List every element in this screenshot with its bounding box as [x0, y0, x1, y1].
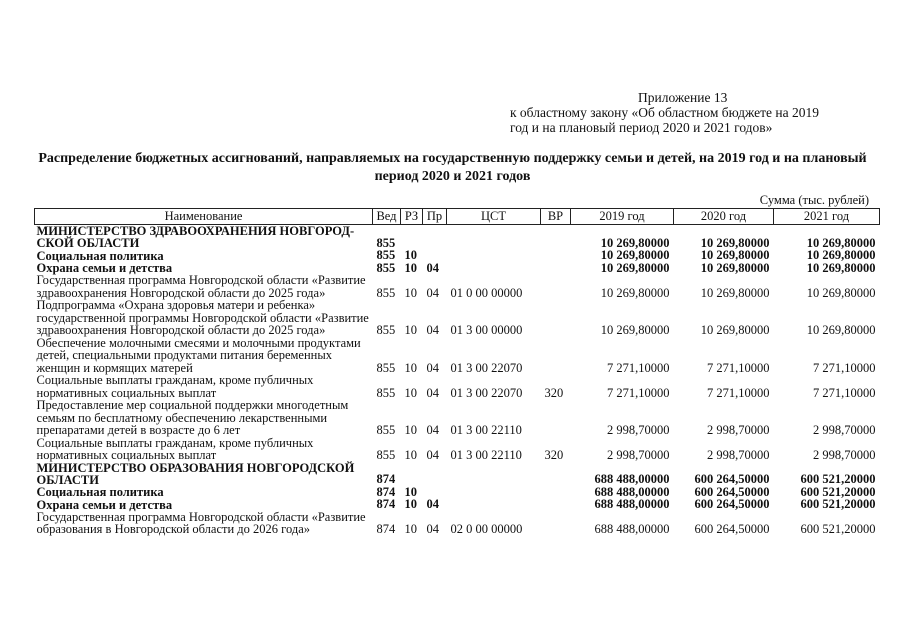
cell-pr: 04 [426, 360, 439, 375]
cell-2020: 7 271,10000 [707, 385, 770, 400]
cell-2020: 600 264,50000 [694, 484, 770, 499]
cell-2019: 688 488,00000 [594, 472, 670, 486]
cell-name: МИНИСТЕРСТВО ОБРАЗОВАНИЯ НОВГОРОДСКОЙ ОБЛАСТИ [36, 460, 355, 487]
cell-name: Государственная программа Новгородской области «Развитие здравоохранения Новгородской области до 2025 года» [36, 273, 366, 300]
cell-ved: 855 [376, 260, 396, 275]
cell-2019: 10 269,80000 [600, 285, 670, 300]
cell-2021: 10 269,80000 [806, 235, 876, 250]
document-title: Распределение бюджетных ассигнований, направляемых на государственную поддержку семьи и детей, на 2019 год и на плановый период 2020 и 2021 годов [38, 151, 867, 184]
cell-name: Охрана семьи и детства [36, 261, 173, 275]
header-rz: РЗ [401, 209, 423, 225]
cell-pr: 04 [426, 522, 439, 536]
header-2021: 2021 год [774, 209, 880, 225]
cell-cst [447, 225, 541, 250]
cell-name: Социальная политика [36, 248, 164, 263]
cell-name: Предоставление мер социальной поддержки многодетным семьям по бесплатному обеспечению лекарственными препаратами детей в возрасте до 6 лет [36, 398, 349, 437]
cell-cst: 01 3 00 22070 [450, 385, 523, 400]
table-row [35, 299, 880, 337]
cell-2019: 10 269,80000 [600, 235, 670, 250]
cell-ved: 855 [376, 360, 396, 375]
table-row [35, 399, 880, 437]
cell-2020: 600 264,50000 [694, 522, 770, 536]
cell-pr: 04 [426, 423, 439, 437]
cell-2020: 10 269,80000 [700, 248, 770, 262]
header-2019: 2019 год [571, 209, 674, 225]
cell-pr: 04 [426, 385, 439, 400]
cell-cst: 01 3 00 22110 [450, 423, 522, 437]
cell-rz: 10 [404, 285, 417, 300]
cell-2020: 10 269,80000 [700, 260, 770, 275]
cell-rz: 10 [404, 497, 417, 511]
cell-ved: 855 [376, 385, 396, 400]
cell-rz: 10 [404, 323, 417, 337]
cell-cst [447, 498, 541, 511]
table-header-row [35, 209, 880, 225]
cell-vr [541, 249, 571, 262]
cell-2020: 10 269,80000 [700, 323, 770, 337]
cell-2019: 7 271,10000 [607, 385, 670, 400]
cell-ved: 874 [376, 472, 396, 486]
table-row [35, 337, 880, 375]
cell-2021: 600 521,20000 [800, 472, 876, 486]
cell-vr [541, 486, 571, 499]
cell-2019: 688 488,00000 [594, 522, 670, 536]
cell-ved: 855 [376, 285, 396, 300]
cell-2019: 2 998,70000 [607, 423, 670, 437]
cell-2021: 10 269,80000 [806, 323, 876, 337]
cell-2021: 10 269,80000 [806, 248, 876, 262]
cell-2019: 10 269,80000 [600, 260, 670, 275]
cell-ved: 855 [376, 323, 396, 337]
cell-rz: 10 [404, 360, 417, 375]
cell-pr: 04 [426, 323, 439, 337]
cell-2020: 2 998,70000 [707, 423, 770, 437]
cell-2021: 7 271,10000 [813, 360, 876, 375]
cell-ved: 855 [376, 248, 396, 262]
cell-vr [541, 399, 571, 437]
cell-vr: 320 [544, 448, 564, 462]
cell-name: Социальные выплаты гражданам, кроме публичных нормативных социальных выплат [36, 373, 314, 400]
header-cst: ЦСТ [447, 209, 541, 225]
cell-pr: 04 [426, 497, 439, 511]
cell-cst: 02 0 00 00000 [450, 522, 523, 536]
cell-name: Охрана семьи и детства [36, 497, 173, 512]
header-vr: ВР [541, 209, 571, 225]
cell-rz [401, 462, 423, 486]
cell-name: Социальные выплаты гражданам, кроме публичных нормативных социальных выплат [36, 435, 314, 462]
cell-vr [541, 511, 571, 536]
cell-2021: 7 271,10000 [813, 385, 876, 400]
cell-cst [447, 486, 541, 499]
cell-ved: 855 [376, 235, 396, 250]
cell-name: Подпрограмма «Охрана здоровья матери и ребенка» государственной программы Новгородской области «Развитие здравоохранения Новгородской области до 2025 года» [36, 298, 369, 337]
cell-vr [541, 274, 571, 299]
cell-pr [423, 249, 447, 262]
cell-rz: 10 [404, 248, 417, 262]
cell-vr [541, 462, 571, 486]
cell-cst [447, 262, 541, 275]
cell-pr [423, 462, 447, 486]
cell-ved: 874 [376, 484, 396, 499]
cell-name: Обеспечение молочными смесями и молочными продуктами детей, специальными продуктами питания беременных женщин и кормящих матерей [36, 335, 361, 375]
cell-2020: 7 271,10000 [707, 360, 770, 375]
cell-vr [541, 262, 571, 275]
cell-cst: 01 0 00 00000 [450, 285, 523, 300]
cell-2021: 600 521,20000 [800, 522, 876, 536]
cell-cst: 01 3 00 22070 [450, 360, 523, 375]
cell-ved: 855 [376, 423, 396, 437]
header-ved: Вед [373, 209, 401, 225]
cell-cst: 01 3 00 22110 [450, 448, 522, 462]
cell-2021: 600 521,20000 [800, 497, 876, 511]
cell-vr [541, 337, 571, 375]
cell-2019: 2 998,70000 [607, 448, 670, 462]
table-row [35, 498, 880, 511]
cell-ved: 874 [376, 522, 396, 536]
cell-rz: 10 [404, 385, 417, 400]
units-label: Сумма (тыс. рублей) [759, 193, 869, 207]
cell-rz: 10 [404, 484, 417, 499]
cell-name: МИНИСТЕРСТВО ЗДРАВООХРАНЕНИЯ НОВГОРОД-СКОЙ ОБЛАСТИ [36, 224, 355, 250]
cell-ved: 855 [376, 448, 396, 462]
appendix-block [510, 90, 880, 135]
header-2020: 2020 год [674, 209, 774, 225]
appendix-line-2: год и на плановый период 2020 и 2021 годов» [510, 120, 773, 135]
cell-2021: 2 998,70000 [813, 423, 876, 437]
cell-2021: 2 998,70000 [813, 448, 876, 462]
cell-vr [541, 498, 571, 511]
header-pr: Пр [423, 209, 447, 225]
cell-vr [541, 299, 571, 337]
cell-ved: 874 [376, 497, 396, 511]
cell-pr: 04 [426, 448, 439, 462]
cell-cst [447, 249, 541, 262]
table-row [35, 437, 880, 462]
cell-cst [447, 462, 541, 486]
cell-rz: 10 [404, 260, 417, 275]
cell-2021: 10 269,80000 [806, 285, 876, 300]
cell-2020: 600 264,50000 [694, 472, 770, 486]
table-row [35, 225, 880, 250]
cell-2021: 600 521,20000 [800, 484, 876, 499]
table-row [35, 249, 880, 262]
cell-rz: 10 [404, 423, 417, 437]
cell-2019: 10 269,80000 [600, 323, 670, 337]
cell-name: Государственная программа Новгородской области «Развитие образования в Новгородской области до 2026 года» [36, 509, 366, 536]
cell-rz: 10 [404, 522, 417, 536]
cell-2020: 10 269,80000 [700, 235, 770, 250]
cell-2019: 688 488,00000 [594, 497, 670, 511]
cell-2019: 7 271,10000 [607, 360, 670, 375]
cell-vr [541, 225, 571, 250]
table-row [35, 374, 880, 399]
cell-2019: 688 488,00000 [594, 484, 670, 499]
cell-rz [401, 225, 423, 250]
table-row [35, 511, 880, 536]
cell-2019: 10 269,80000 [600, 248, 670, 262]
cell-pr: 04 [426, 260, 439, 275]
cell-pr [423, 225, 447, 250]
cell-name: Социальная политика [36, 485, 164, 499]
appendix-title: Приложение 13 [638, 90, 728, 105]
table-body [35, 225, 880, 536]
table-row [35, 462, 880, 486]
cell-cst: 01 3 00 00000 [450, 323, 523, 337]
cell-2020: 600 264,50000 [694, 497, 770, 511]
table-row [35, 274, 880, 299]
cell-pr: 04 [426, 285, 439, 300]
cell-2021: 10 269,80000 [806, 260, 876, 275]
cell-vr: 320 [544, 385, 564, 400]
cell-rz: 10 [404, 448, 417, 462]
cell-2020: 2 998,70000 [707, 448, 770, 462]
budget-table [34, 208, 880, 536]
header-name: Наименование [35, 209, 373, 225]
appendix-line-1: к областному закону «Об областном бюджете на 2019 [510, 105, 819, 120]
cell-2020: 10 269,80000 [700, 285, 770, 300]
